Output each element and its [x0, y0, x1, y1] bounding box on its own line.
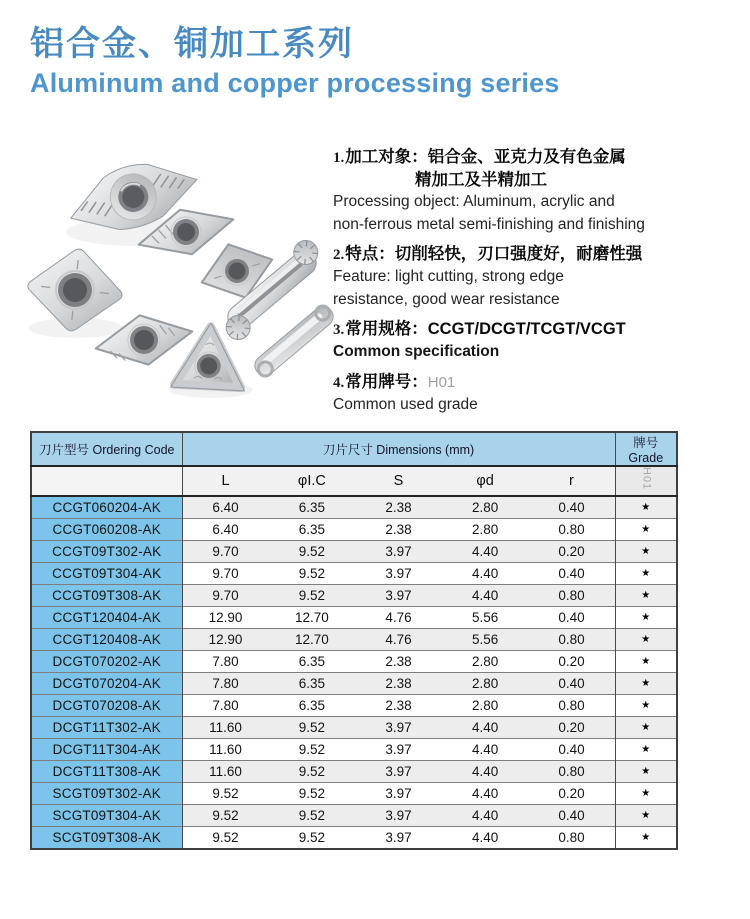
- grade-star-cell: ★: [615, 673, 677, 695]
- dim-r-cell: 0.40: [528, 673, 615, 695]
- subheader-r: r: [528, 466, 615, 496]
- dim-d-cell: 4.40: [442, 541, 529, 563]
- spec-common-specification: [333, 318, 739, 364]
- dim-L-cell: 9.52: [182, 827, 269, 850]
- dim-IC-cell: 9.52: [269, 827, 356, 850]
- table-row: [31, 695, 677, 717]
- grade-star-cell: ★: [615, 563, 677, 585]
- grade-star-cell: ★: [615, 607, 677, 629]
- page-header: [30, 22, 560, 100]
- ordering-code-cell: CCGT060204-AK: [31, 496, 182, 519]
- dim-L-cell: 6.40: [182, 519, 269, 541]
- grade-star-cell: ★: [615, 541, 677, 563]
- dim-r-cell: 0.80: [528, 519, 615, 541]
- dim-L-cell: 9.70: [182, 585, 269, 607]
- ordering-code-cell: SCGT09T308-AK: [31, 827, 182, 850]
- dim-L-cell: 9.70: [182, 541, 269, 563]
- spec-zh-line2: 精加工及半精加工: [415, 171, 547, 189]
- table-row: [31, 717, 677, 739]
- dim-S-cell: 2.38: [355, 496, 442, 519]
- dim-d-cell: 4.40: [442, 585, 529, 607]
- dim-S-cell: 2.38: [355, 673, 442, 695]
- dim-IC-cell: 9.52: [269, 541, 356, 563]
- table-header-row: [31, 432, 677, 466]
- grooving-insert-2-icon: [251, 302, 337, 379]
- grade-star-cell: ★: [615, 695, 677, 717]
- spec-zh-text: 加工对象：铝合金、亚克力及有色金属: [345, 148, 626, 166]
- spec-zh-text: 常用规格：CCGT/DCGT/TCGT/VCGT: [345, 320, 626, 338]
- product-photo: [16, 140, 338, 414]
- table-row: [31, 563, 677, 585]
- ordering-code-cell: DCGT070202-AK: [31, 651, 182, 673]
- ordering-code-cell: SCGT09T304-AK: [31, 805, 182, 827]
- dim-S-cell: 2.38: [355, 519, 442, 541]
- table-row: [31, 673, 677, 695]
- dim-r-cell: 0.40: [528, 607, 615, 629]
- spec-en-line: Feature: light cutting, strong edge: [333, 268, 564, 285]
- ordering-code-cell: CCGT060208-AK: [31, 519, 182, 541]
- dim-r-cell: 0.40: [528, 739, 615, 761]
- dim-IC-cell: 9.52: [269, 563, 356, 585]
- dim-d-cell: 2.80: [442, 695, 529, 717]
- dim-d-cell: 4.40: [442, 563, 529, 585]
- dim-L-cell: 12.90: [182, 629, 269, 651]
- dim-IC-cell: 6.35: [269, 651, 356, 673]
- subheader-S: S: [355, 466, 442, 496]
- spec-number: 3.: [333, 322, 345, 338]
- dim-IC-cell: 6.35: [269, 695, 356, 717]
- page-title-en: Aluminum and copper processing series: [30, 68, 560, 98]
- page-title-zh: 铝合金、铜加工系列: [30, 25, 354, 63]
- col-header-grade: 牌号 Grade: [615, 432, 677, 466]
- dim-r-cell: 0.20: [528, 651, 615, 673]
- dim-IC-cell: 12.70: [269, 629, 356, 651]
- dim-L-cell: 11.60: [182, 717, 269, 739]
- dim-d-cell: 4.40: [442, 717, 529, 739]
- ordering-code-cell: SCGT09T302-AK: [31, 783, 182, 805]
- spec-number: 4.: [333, 374, 345, 391]
- dim-S-cell: 4.76: [355, 607, 442, 629]
- dim-S-cell: 4.76: [355, 629, 442, 651]
- table-row: [31, 805, 677, 827]
- dim-d-cell: 4.40: [442, 827, 529, 850]
- dim-d-cell: 2.80: [442, 673, 529, 695]
- ordering-code-cell: DCGT11T304-AK: [31, 739, 182, 761]
- table-row: [31, 761, 677, 783]
- dim-S-cell: 3.97: [355, 563, 442, 585]
- spec-number: 2.: [333, 247, 345, 263]
- dim-IC-cell: 9.52: [269, 783, 356, 805]
- dim-r-cell: 0.20: [528, 783, 615, 805]
- col-header-ordering-code: 刀片型号 Ordering Code: [31, 432, 182, 466]
- spec-zh-text: 常用牌号：: [345, 372, 428, 391]
- dim-IC-cell: 6.35: [269, 519, 356, 541]
- table-row: [31, 496, 677, 519]
- dim-IC-cell: 9.52: [269, 717, 356, 739]
- dim-L-cell: 11.60: [182, 761, 269, 783]
- table-row: [31, 519, 677, 541]
- dim-d-cell: 4.40: [442, 739, 529, 761]
- dim-L-cell: 9.52: [182, 783, 269, 805]
- dim-S-cell: 3.97: [355, 761, 442, 783]
- dcgt-insert-2-icon: [91, 307, 196, 373]
- spec-list: [333, 146, 739, 423]
- table-row: [31, 585, 677, 607]
- subheader-d: φd: [442, 466, 529, 496]
- table-row: [31, 541, 677, 563]
- grade-vertical-label: H01: [640, 467, 653, 491]
- table-row: [31, 629, 677, 651]
- ordering-code-cell: DCGT070208-AK: [31, 695, 182, 717]
- dim-d-cell: 4.40: [442, 761, 529, 783]
- dim-S-cell: 3.97: [355, 717, 442, 739]
- ordering-code-cell: DCGT11T308-AK: [31, 761, 182, 783]
- spec-zh-line: [333, 318, 739, 341]
- spec-processing-object: [333, 146, 739, 236]
- dim-S-cell: 3.97: [355, 783, 442, 805]
- ordering-code-cell: CCGT09T308-AK: [31, 585, 182, 607]
- dim-r-cell: 0.80: [528, 827, 615, 850]
- grade-star-cell: ★: [615, 761, 677, 783]
- table-row: [31, 827, 677, 850]
- spec-zh-text: 特点：切削轻快，刃口强度好，耐磨性强: [345, 245, 643, 263]
- dim-L-cell: 11.60: [182, 739, 269, 761]
- dim-L-cell: 7.80: [182, 651, 269, 673]
- grade-star-cell: ★: [615, 585, 677, 607]
- grade-star-cell: ★: [615, 651, 677, 673]
- spec-en-line: non-ferrous metal semi-finishing and finishing: [333, 215, 645, 233]
- dim-S-cell: 2.38: [355, 695, 442, 717]
- dim-d-cell: 5.56: [442, 629, 529, 651]
- dim-S-cell: 3.97: [355, 541, 442, 563]
- grade-star-cell: ★: [615, 629, 677, 651]
- dim-L-cell: 12.90: [182, 607, 269, 629]
- dim-r-cell: 0.80: [528, 761, 615, 783]
- dim-IC-cell: 9.52: [269, 805, 356, 827]
- dim-r-cell: 0.40: [528, 563, 615, 585]
- ordering-code-cell: CCGT09T304-AK: [31, 563, 182, 585]
- dim-L-cell: 7.80: [182, 673, 269, 695]
- dim-L-cell: 9.52: [182, 805, 269, 827]
- spec-en-line: Common used grade: [333, 395, 478, 413]
- ordering-code-cell: CCGT09T302-AK: [31, 541, 182, 563]
- spec-common-grade: [333, 371, 739, 417]
- col-header-dimensions: 刀片尺寸 Dimensions (mm): [182, 432, 615, 466]
- grade-star-cell: ★: [615, 717, 677, 739]
- spec-number: 1.: [333, 150, 345, 166]
- dim-IC-cell: 12.70: [269, 607, 356, 629]
- spec-zh-line: [333, 146, 739, 169]
- dim-d-cell: 4.40: [442, 783, 529, 805]
- dim-d-cell: 5.56: [442, 607, 529, 629]
- ordering-code-cell: CCGT120408-AK: [31, 629, 182, 651]
- table-subheader-row: [31, 466, 677, 496]
- spec-feature: [333, 243, 739, 311]
- dim-IC-cell: 9.52: [269, 585, 356, 607]
- dim-IC-cell: 9.52: [269, 739, 356, 761]
- dim-r-cell: 0.20: [528, 541, 615, 563]
- ordering-code-cell: DCGT070204-AK: [31, 673, 182, 695]
- grade-star-cell: ★: [615, 739, 677, 761]
- dim-IC-cell: 6.35: [269, 673, 356, 695]
- spec-en-line: resistance, good wear resistance: [333, 290, 560, 308]
- table-body: [31, 496, 677, 849]
- dim-L-cell: 9.70: [182, 563, 269, 585]
- table-row: [31, 607, 677, 629]
- dim-d-cell: 2.80: [442, 651, 529, 673]
- grade-value: H01: [427, 373, 456, 391]
- dim-IC-cell: 9.52: [269, 761, 356, 783]
- dim-S-cell: 3.97: [355, 827, 442, 850]
- subheader-IC: φI.C: [269, 466, 356, 496]
- dim-S-cell: 3.97: [355, 585, 442, 607]
- dim-r-cell: 0.20: [528, 717, 615, 739]
- spec-zh-line: [333, 371, 739, 394]
- subheader-grade-cell: [615, 466, 677, 496]
- ordering-code-cell: CCGT120404-AK: [31, 607, 182, 629]
- grade-star-cell: ★: [615, 783, 677, 805]
- dim-S-cell: 3.97: [355, 805, 442, 827]
- dim-S-cell: 3.97: [355, 739, 442, 761]
- table-row: [31, 739, 677, 761]
- dim-r-cell: 0.80: [528, 695, 615, 717]
- spec-en-line: Common specification: [333, 343, 500, 360]
- dimensions-table: [30, 431, 678, 850]
- ordering-code-cell: DCGT11T302-AK: [31, 717, 182, 739]
- spec-en-line: Processing object: Aluminum, acrylic and: [333, 193, 615, 210]
- dim-r-cell: 0.80: [528, 629, 615, 651]
- dim-L-cell: 6.40: [182, 496, 269, 519]
- table-row: [31, 783, 677, 805]
- spec-zh-line: [333, 243, 739, 266]
- dim-d-cell: 4.40: [442, 805, 529, 827]
- dim-r-cell: 0.40: [528, 496, 615, 519]
- dim-r-cell: 0.80: [528, 585, 615, 607]
- subheader-L: L: [182, 466, 269, 496]
- dim-S-cell: 2.38: [355, 651, 442, 673]
- grade-star-cell: ★: [615, 805, 677, 827]
- grade-star-cell: ★: [615, 519, 677, 541]
- dim-L-cell: 7.80: [182, 695, 269, 717]
- grade-star-cell: ★: [615, 827, 677, 850]
- table-row: [31, 651, 677, 673]
- dim-d-cell: 2.80: [442, 519, 529, 541]
- dim-d-cell: 2.80: [442, 496, 529, 519]
- dim-IC-cell: 6.35: [269, 496, 356, 519]
- dim-r-cell: 0.40: [528, 805, 615, 827]
- grade-star-cell: ★: [615, 496, 677, 519]
- inserts-photo-svg: [16, 140, 338, 414]
- subheader-empty-cell: [31, 466, 182, 496]
